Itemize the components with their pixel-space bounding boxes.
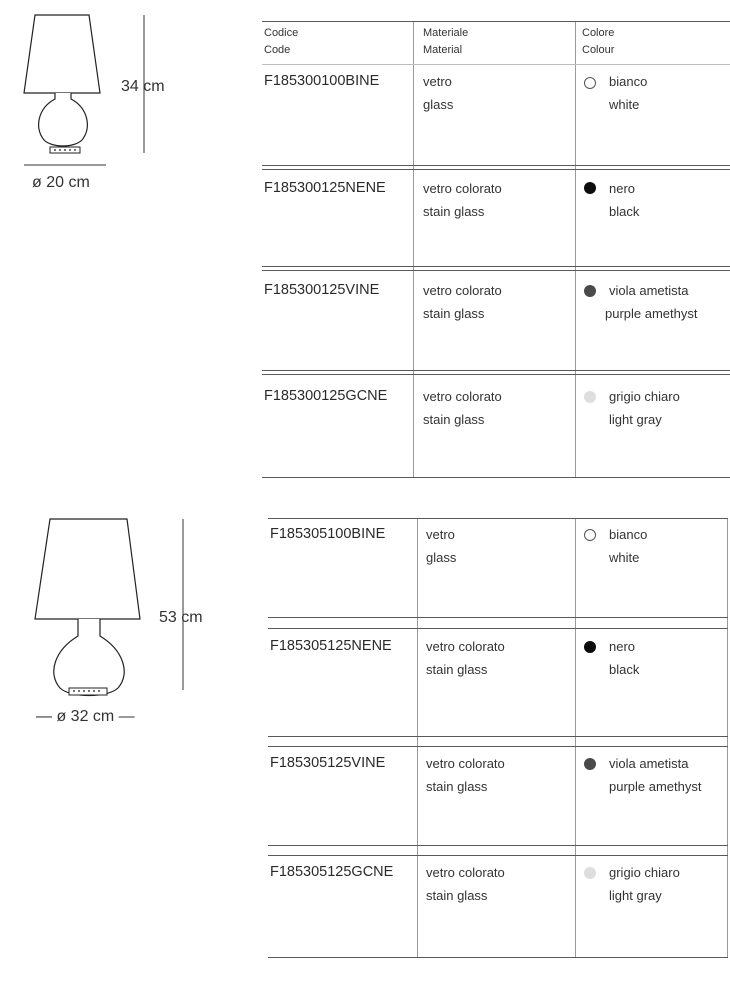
header-code	[264, 25, 298, 59]
colour-cell	[609, 385, 680, 431]
header-code-it: Codice	[264, 27, 299, 39]
colour-it: nero	[609, 181, 636, 196]
colour-en: light gray	[609, 888, 662, 903]
material-it: vetro colorato	[423, 389, 502, 404]
material-en: stain glass	[426, 662, 488, 677]
large-height-label: 53 cm	[159, 609, 203, 626]
colour-en: purple amethyst	[609, 779, 702, 794]
colour-it: nero	[609, 639, 636, 654]
material-it: vetro colorato	[423, 181, 502, 196]
product-code: F185300100BINE	[264, 73, 380, 89]
colour-swatch-black	[584, 641, 596, 653]
material-en: stain glass	[426, 888, 488, 903]
material-cell	[426, 861, 505, 907]
material-en: glass	[426, 550, 457, 565]
material-it: vetro colorato	[423, 283, 502, 298]
colour-it: viola ametista	[609, 756, 689, 771]
header-material-it: Materiale	[423, 27, 469, 39]
material-en: stain glass	[426, 779, 488, 794]
product-code: F185300125VINE	[264, 282, 380, 298]
material-en: glass	[423, 97, 454, 112]
material-it: vetro colorato	[426, 756, 505, 771]
colour-cell	[609, 752, 702, 798]
colour-swatch-light-gray	[584, 867, 596, 879]
large-lamp-body	[54, 619, 124, 696]
header-material-en: Material	[423, 44, 463, 56]
material-cell	[426, 523, 456, 569]
colour-en: light gray	[609, 412, 662, 427]
colour-swatch-black	[584, 182, 596, 194]
material-it: vetro	[426, 527, 455, 542]
colour-cell	[609, 177, 639, 223]
material-it: vetro colorato	[426, 865, 505, 880]
header-colour	[582, 25, 614, 59]
large-lamp-shade	[35, 519, 140, 619]
material-it: vetro	[423, 74, 452, 89]
colour-en: black	[609, 662, 640, 677]
product-code: F185305125VINE	[270, 755, 386, 771]
colour-en: white	[609, 97, 640, 112]
colour-cell	[609, 635, 639, 681]
product-code: F185305125NENE	[270, 638, 392, 654]
colour-cell	[609, 523, 647, 569]
material-cell	[423, 70, 453, 116]
colour-it: bianco	[609, 74, 648, 89]
colour-it: grigio chiaro	[609, 865, 680, 880]
material-cell	[426, 752, 505, 798]
small-height-label: 34 cm	[121, 78, 165, 95]
colour-en: purple amethyst	[605, 306, 698, 321]
header-material	[423, 25, 468, 59]
large-lamp-drawing	[0, 0, 220, 740]
colour-swatch-purple	[584, 285, 596, 297]
colour-en: white	[609, 550, 640, 565]
material-cell	[423, 177, 502, 223]
colour-cell	[609, 70, 647, 116]
product-code: F185300125GCNE	[264, 388, 388, 404]
colour-it: viola ametista	[609, 283, 689, 298]
colour-swatch-white	[584, 529, 596, 541]
material-en: stain glass	[423, 306, 485, 321]
header-code-en: Code	[264, 44, 291, 56]
material-cell	[423, 279, 502, 325]
header-colour-en: Colour	[582, 44, 615, 56]
material-en: stain glass	[423, 204, 485, 219]
material-en: stain glass	[423, 412, 485, 427]
material-it: vetro colorato	[426, 639, 505, 654]
colour-en: black	[609, 204, 640, 219]
material-cell	[423, 385, 502, 431]
colour-it: grigio chiaro	[609, 389, 680, 404]
material-cell	[426, 635, 505, 681]
product-code: F185305125GCNE	[270, 864, 394, 880]
product-code: F185305100BINE	[270, 526, 386, 542]
small-diameter-label: ø 20 cm	[32, 174, 90, 191]
colour-swatch-light-gray	[584, 391, 596, 403]
colour-swatch-purple	[584, 758, 596, 770]
colour-cell	[609, 861, 680, 907]
product-code: F185300125NENE	[264, 180, 386, 196]
large-diameter-label: — ø 32 cm —	[36, 708, 135, 725]
colour-it: bianco	[609, 527, 648, 542]
colour-swatch-white	[584, 77, 596, 89]
header-colour-it: Colore	[582, 27, 615, 39]
colour-cell	[605, 279, 698, 325]
